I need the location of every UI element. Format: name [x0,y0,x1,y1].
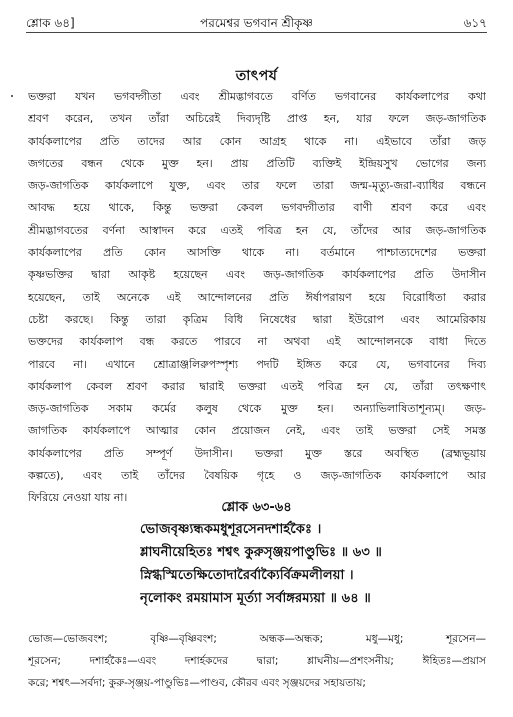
purport-heading: তাৎপর্য [235,68,278,84]
verse-line: নৃলোকং রময়ামাস মূর্ত্যা সর্বাঙ্গরম্যয়া ॥ ৬৪ ॥ [140,591,371,606]
verse-line: স্নিগ্ধস্মিতেক্ষিতোদারৈর্বাক্যৈর্বিক্রমলীলয়া । [140,568,354,583]
purport-line: কার্যকলাপের প্রতি সম্পূর্ণ উদাসীন। ভক্তরা মুক্ত স্তরে অবস্থিত (ব্রহ্মভূয়ায় [28,446,486,460]
purport-line: জড়-জাগতিক সকাম কর্মের কলুষ থেকে মুক্ত হন। অন্যাভিলাষিতাশূন্যম্। জড়- [28,402,486,416]
verse-line: ভোজবৃষ্ণ্যন্ধকমধুশূরসেনদশার্হকৈঃ । [140,522,322,537]
margin-mark [11,95,13,97]
header-verse-reference: শ্লোক ৬৪] [26,16,75,30]
purport-line: জড়-জাগতিক কার্যকলাপে যুক্ত, এবং তার ফলে তারা জন্ম-মৃত্যু-জরা-ব্যাধির বন্ধনে [28,179,486,193]
purport-line: কার্যকলাপ কেবল শ্রবণ করার দ্বারাই ভক্তরা এতই পবিত্র হন যে, তাঁরা তৎক্ষণাৎ [28,379,486,393]
purport-line: শ্রবণ করেন, তখন তাঁরা অচিরেই দিব্যদৃষ্টি প্রাপ্ত হন, যার ফলে জড়-জাগতিক [28,112,486,126]
purport-line: আবদ্ধ হয়ে থাকে, কিন্তু ভক্তরা কেবল ভগবদ্গীতার বাণী শ্রবণ করে এবং [28,201,486,215]
verse-text [140,518,500,610]
purport-line: ভক্তরা যখন ভগবদ্গীতা এবং শ্রীমদ্ভাগবতে বর্ণিত ভগবানের কার্যকলাপের কথা [28,90,486,103]
purport-line: ফিরিয়ে নেওয়া যায় না। [28,491,128,505]
synonyms-line: করে; শশ্বৎ—সর্বদা; কুরু-সৃঞ্জয়-পাণ্ডুভিঃ—পাণ্ডব, কৌরব এবং সৃঞ্জয়দের সহায়তায়; [28,677,366,689]
purport-line: চেষ্টা করছে। কিন্তু তারা কৃত্রিম বিধি নিষেধের দ্বারা ইউরোপ এবং আমেরিকায় [28,312,486,326]
verse-line: শ্লাঘনীয়েহিতঃ শশ্বৎ কুরুসৃঞ্জয়পাণ্ডুভিঃ ॥ ৬৩ ॥ [140,545,382,560]
synonyms-block [28,628,486,694]
purport-line: কৃষ্ণভক্তির দ্বারা আকৃষ্ট হয়েছেন এবং জড়-জাগতিক কার্যকলাপের প্রতি উদাসীন [28,268,486,282]
purport-line: কার্যকলাপের প্রতি তাদের আর কোন আগ্রহ থাকে না। এইভাবে তাঁরা জড় [28,134,486,148]
purport-line: ভক্তদের কার্যকলাপ বন্ধ করতে পারবে না অথবা এই আন্দোলনকে বাধা দিতে [28,335,486,349]
purport-line: শ্রীমদ্ভাগবতের বর্ণনা আস্বাদন করে এতই পবিত্র হন যে, তাঁদের আর জড়-জাগতিক [28,223,486,237]
header-page-number: ৬১৭ [463,16,487,30]
synonyms-line: শূরসেন; দশার্হকৈঃ—এবং দশার্হকদের দ্বারা; শ্লাঘনীয়—প্রশংসনীয়; ঈহিতঃ—প্রয়াস [28,655,486,667]
purport-line: কল্পতে), এবং তাই তাঁদের বৈষয়িক গৃহে ও জড়-জাগতিক কার্যকলাপে আর [28,469,486,483]
purport-line: জগতের বন্ধন থেকে মুক্ত হন। প্রায় প্রতিটি ব্যক্তিই ইন্দ্রিয়সুখ ভোগের জন্য [28,156,486,170]
verse-heading: শ্লোক ৬৩-৬৪ [221,500,292,515]
running-header [26,14,487,33]
purport-line: পারবে না। এখানে শ্রোত্রাঞ্জলিরুপস্পৃশ্য পদটি ইঙ্গিত করে যে, ভগবানের দিব্য [28,357,486,371]
purport-line: হয়েছেন, তাই অনেকে এই আন্দোলনের প্রতি ঈর্ষাপরায়ণ হয়ে বিরোধিতা করার [28,290,486,304]
purport-body [28,86,486,510]
header-chapter-title: পরমেশ্বর ভগবান শ্রীকৃষ্ণ [200,16,313,30]
synonyms-line: ভোজ—ভোজবংশ; বৃষ্ণি—বৃষ্ণিবংশ; অন্ধক—অন্ধক; মধু—মধু; শূরসেন— [28,633,486,645]
purport-line: জাগতিক কার্যকলাপে আত্মার কোন প্রয়োজন নেই, এবং তাই ভক্তরা সেই সমস্ত [28,424,486,438]
purport-line: কার্যকলাপের প্রতি কোন আসক্তি থাকে না। বর্তমানে পাশ্চাত্যদেশের ভক্তরা [28,246,486,260]
